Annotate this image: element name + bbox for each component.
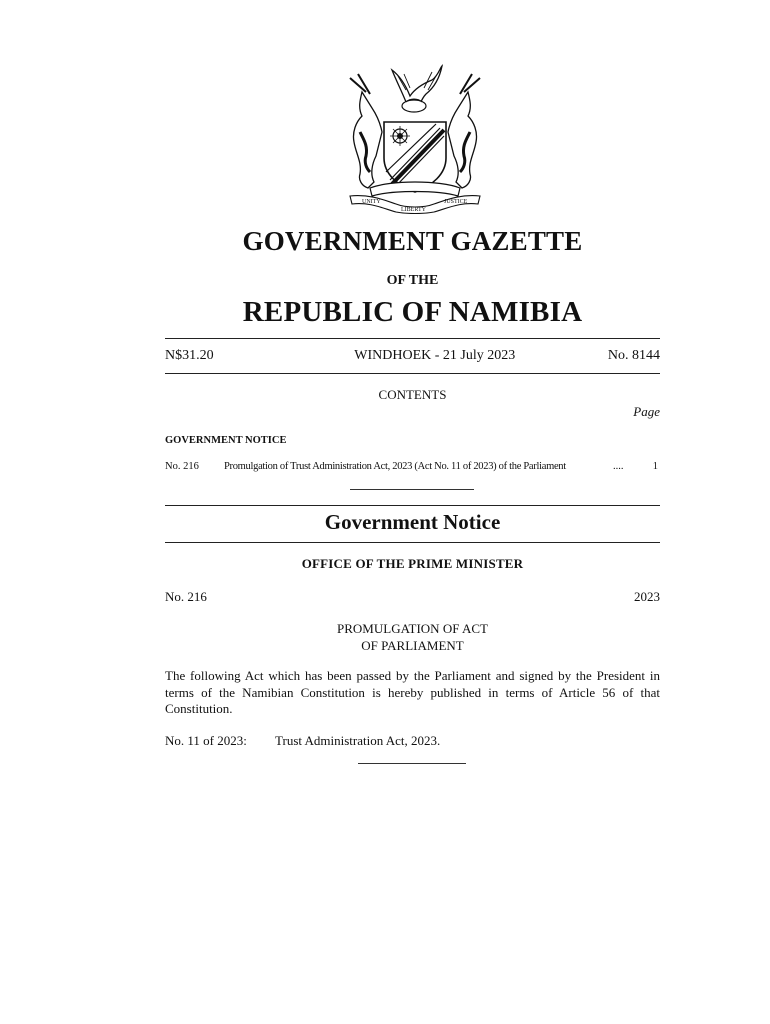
gazette-title: GOVERNMENT GAZETTE: [242, 226, 583, 256]
entry-number: No. 216: [165, 461, 199, 472]
notice-heading-line1: PROMULGATION OF ACT: [337, 621, 488, 636]
header-rule-top: [165, 338, 660, 339]
contents-heading: CONTENTS: [378, 387, 447, 402]
notice-number: No. 216: [165, 589, 207, 604]
notice-title: Government Notice: [324, 510, 501, 534]
motto-justice: JUSTICE: [444, 199, 468, 205]
gazette-place-date: WINDHOEK - 21 July 2023: [354, 348, 516, 363]
motto-liberty: LIBERTY: [401, 207, 426, 213]
header-rule-bottom: [165, 373, 660, 374]
gazette-republic: REPUBLIC OF NAMIBIA: [242, 296, 583, 328]
notice-year: 2023: [634, 589, 660, 604]
notice-body: The following Act which has been passed by the Parliament and signed by the President in terms of the Namibian Constitution is hereby published in terms of Article 56 of that Constitution.: [165, 668, 660, 716]
namibia-coat-of-arms-icon: [340, 62, 490, 214]
motto-unity: UNITY: [362, 199, 381, 205]
notice-rule-top: [165, 505, 660, 506]
entry-page-number: 1: [652, 461, 658, 472]
act-number: No. 11 of 2023:: [165, 733, 247, 748]
gazette-of-the: OF THE: [386, 273, 439, 288]
notice-end-rule: [358, 763, 466, 764]
gazette-number: No. 8144: [607, 348, 660, 363]
gazette-price: N$31.20: [165, 348, 214, 363]
contents-end-rule: [350, 489, 474, 490]
page-column-label: Page: [633, 404, 660, 419]
entry-title: Promulgation of Trust Administration Act, 2023 (Act No. 11 of 2023) of the Parliament: [224, 461, 566, 472]
contents-section-heading: GOVERNMENT NOTICE: [165, 435, 287, 446]
notice-rule-bottom: [165, 542, 660, 543]
entry-leader-dots: ....: [613, 461, 624, 472]
notice-heading: [165, 620, 660, 654]
notice-heading-line2: OF PARLIAMENT: [361, 638, 464, 653]
notice-office: OFFICE OF THE PRIME MINISTER: [301, 556, 524, 571]
notice-number-row: [165, 589, 660, 605]
act-name: Trust Administration Act, 2023.: [275, 733, 441, 748]
gazette-meta-row: [165, 348, 660, 364]
